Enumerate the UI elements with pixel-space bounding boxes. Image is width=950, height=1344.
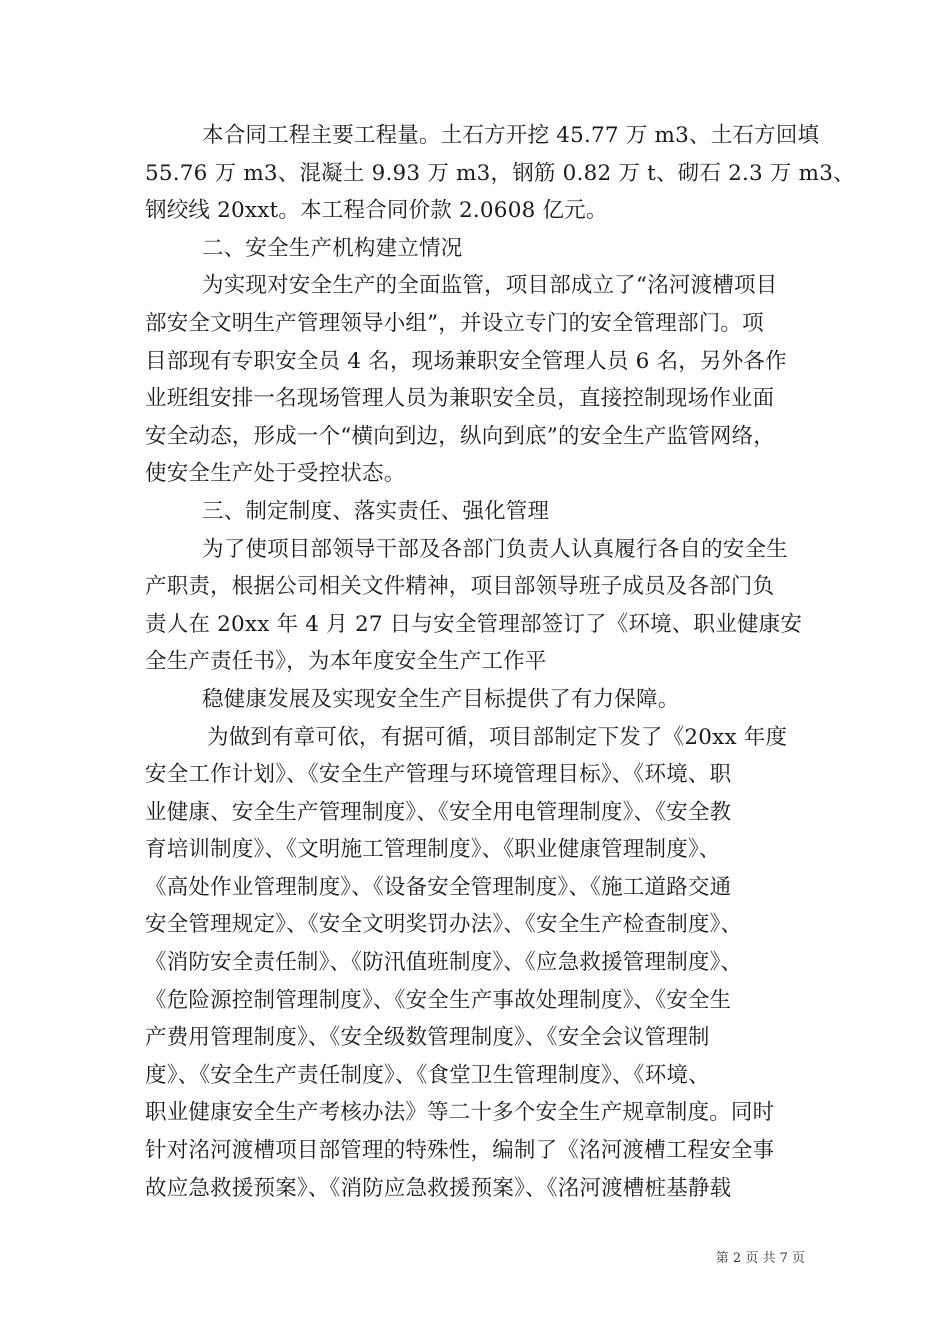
text-line: 55.76 万 m3、混凝土 9.93 万 m3，钢筋 0.82 万 t、砌石 2.3 万 m3、 bbox=[145, 160, 855, 186]
text-line: 三、制定制度、落实责任、强化管理 bbox=[202, 498, 550, 524]
text-line: 产费用管理制度》、《安全级数管理制度》、《安全会议管理制 bbox=[145, 1025, 710, 1051]
text-line: 业健康、安全生产管理制度》、《安全用电管理制度》、《安全教 bbox=[145, 799, 732, 825]
text-line: 目部现有专职安全员 4 名，现场兼职安全管理人员 6 名，另外各作 bbox=[145, 348, 787, 374]
page-number: 第 2 页 共 7 页 bbox=[715, 1251, 805, 1266]
text-line: 《危险源控制管理制度》、《安全生产事故处理制度》、《安全生 bbox=[145, 987, 732, 1013]
text-line: 职业健康安全生产考核办法》等二十多个安全生产规章制度。同时 bbox=[145, 1100, 775, 1126]
text-line: 为做到有章可依，有据可循，项目部制定下发了《20xx 年度 bbox=[207, 724, 788, 750]
text-line: 故应急救援预案》、《消防应急救援预案》、《洺河渡槽桩基静载 bbox=[145, 1175, 732, 1201]
text-line: 全生产责任书》，为本年度安全生产工作平 bbox=[145, 649, 547, 675]
document-body bbox=[145, 117, 855, 1207]
text-line: 钢绞线 20xxt。本工程合同价款 2.0608 亿元。 bbox=[145, 198, 608, 224]
text-line: 产职责，根据公司相关文件精神，项目部领导班子成员及各部门负 bbox=[145, 574, 775, 600]
text-line: 安全动态，形成一个“横向到边，纵向到底”的安全生产监管网络， bbox=[145, 423, 775, 449]
text-line: 针对洺河渡槽项目部管理的特殊性，编制了《洺河渡槽工程安全事 bbox=[145, 1138, 775, 1164]
text-line: 安全管理规定》、《安全文明奖罚办法》、《安全生产检查制度》、 bbox=[145, 912, 743, 938]
text-line: 二、安全生产机构建立情况 bbox=[202, 235, 463, 261]
text-line: 使安全生产处于受控状态。 bbox=[145, 461, 406, 487]
text-line: 责人在 20xx 年 4 月 27 日与安全管理部签订了《环境、职业健康安 bbox=[145, 611, 803, 637]
text-line: 业班组安排一名现场管理人员为兼职安全员，直接控制现场作业面 bbox=[145, 386, 775, 412]
text-line: 安全工作计划》、《安全生产管理与环境管理目标》、《环境、职 bbox=[145, 762, 732, 788]
text-line: 育培训制度》、《文明施工管理制度》、《职业健康管理制度》、 bbox=[145, 837, 721, 863]
text-line: 为实现对安全生产的全面监管，项目部成立了“洺河渡槽项目 bbox=[202, 273, 778, 299]
text-line: 《高处作业管理制度》、《设备安全管理制度》、《施工道路交通 bbox=[145, 874, 732, 900]
text-line: 度》、《安全生产责任制度》、《食堂卫生管理制度》、《环境、 bbox=[145, 1062, 710, 1088]
text-line: 为了使项目部领导干部及各部门负责人认真履行各自的安全生 bbox=[202, 536, 788, 562]
text-line: 稳健康发展及实现安全生产目标提供了有力保障。 bbox=[202, 686, 680, 712]
text-line: 《消防安全责任制》、《防汛值班制度》、《应急救援管理制度》、 bbox=[145, 950, 743, 976]
text-line: 部安全文明生产管理领导小组”，并设立专门的安全管理部门。项 bbox=[145, 310, 764, 336]
text-line: 本合同工程主要工程量。土石方开挖 45.77 万 m3、土石方回填 bbox=[202, 123, 820, 148]
